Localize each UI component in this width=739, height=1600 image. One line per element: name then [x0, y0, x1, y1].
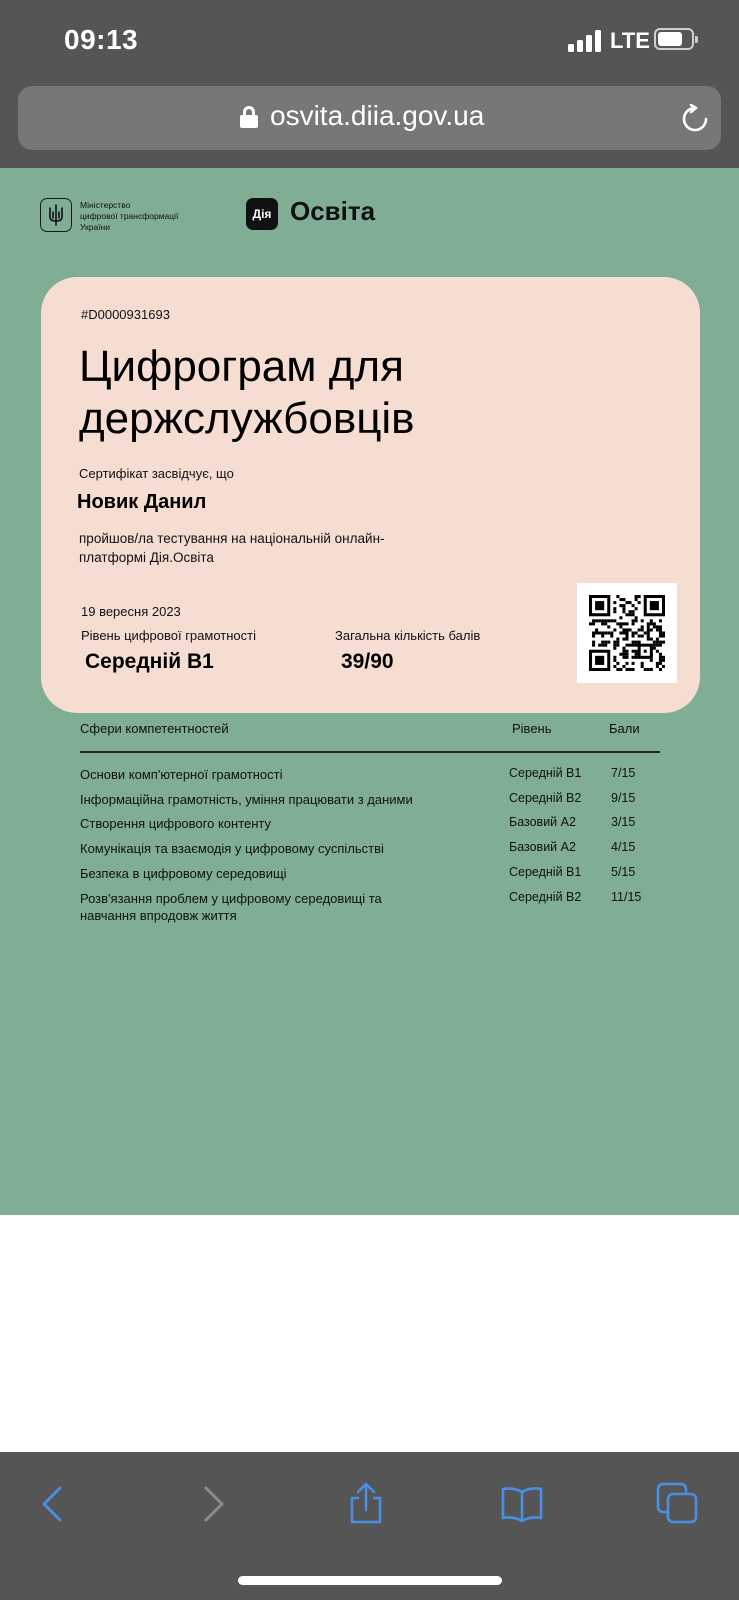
- status-bar: [0, 0, 739, 80]
- row-level: Базовий A2: [509, 815, 576, 829]
- row-score: 4/15: [611, 840, 636, 854]
- header-divider: [80, 751, 660, 753]
- browser-address-area: [0, 80, 739, 168]
- browser-toolbar: [0, 1452, 739, 1600]
- row-level: Середній B2: [509, 791, 582, 805]
- row-level: Середній B2: [509, 890, 582, 904]
- score-label: Загальна кількість балів: [335, 628, 481, 643]
- header-score: Бали: [609, 721, 640, 736]
- battery-icon: [654, 28, 694, 50]
- level-value: Середній B1: [85, 650, 214, 673]
- brand-title: Освіта: [290, 196, 376, 226]
- row-score: 7/15: [611, 766, 636, 780]
- row-level: Базовий A2: [509, 840, 576, 854]
- row-area: Інформаційна грамотність, уміння працювати з даними: [80, 792, 413, 807]
- row-score: 11/15: [611, 890, 642, 904]
- signal-icon: [568, 30, 602, 52]
- header-area: Сфери компетентностей: [80, 721, 229, 736]
- diia-logo[interactable]: Дія: [246, 198, 278, 230]
- row-area: Створення цифрового контенту: [80, 816, 272, 831]
- row-score: 3/15: [611, 815, 636, 829]
- forward-icon[interactable]: [190, 1482, 234, 1526]
- score-value: 39/90: [341, 650, 394, 673]
- row-area: Комунікація та взаємодія у цифровому суспільстві: [80, 841, 384, 856]
- certificate-title: Цифрограм для держслужбовців: [79, 342, 415, 443]
- trident-icon: [40, 198, 72, 232]
- row-area: Розв'язання проблем у цифровому середовищі та навчання впродовж життя: [80, 891, 382, 923]
- bookmarks-icon[interactable]: [500, 1482, 544, 1526]
- certifies-text: Сертифікат засвідчує, що: [79, 466, 234, 481]
- back-icon[interactable]: [32, 1482, 76, 1526]
- row-area: Основи комп'ютерної грамотності: [80, 767, 283, 782]
- row-level: Середній B1: [509, 766, 582, 780]
- lock-icon: [240, 106, 258, 128]
- status-time: 09:13: [64, 24, 139, 55]
- network-type: LTE: [610, 28, 650, 53]
- share-icon[interactable]: [344, 1482, 388, 1526]
- tabs-icon[interactable]: [656, 1482, 700, 1526]
- certificate-description: пройшов/ла тестування на національній онлайн- платформі Дія.Освіта: [79, 531, 385, 565]
- page-content: [0, 168, 739, 1215]
- ministry-logo[interactable]: [40, 198, 200, 234]
- url-bar[interactable]: [18, 86, 721, 150]
- header-level: Рівень: [512, 721, 552, 736]
- recipient-name: Новик Данил: [77, 491, 207, 513]
- row-score: 9/15: [611, 791, 636, 805]
- qr-code[interactable]: [577, 583, 677, 683]
- certificate-card: [41, 277, 700, 713]
- home-indicator[interactable]: [238, 1576, 502, 1585]
- level-label: Рівень цифрової грамотності: [81, 628, 256, 643]
- reload-icon[interactable]: [680, 104, 710, 134]
- certificate-id: #D0000931693: [81, 307, 170, 322]
- row-score: 5/15: [611, 865, 636, 879]
- row-level: Середній B1: [509, 865, 582, 879]
- row-area: Безпека в цифровому середовищі: [80, 866, 287, 881]
- ministry-name: Міністерство цифрової трансформації України: [80, 200, 179, 232]
- url-text[interactable]: osvita.diia.gov.ua: [270, 100, 485, 131]
- certificate-date: 19 вересня 2023: [81, 604, 181, 619]
